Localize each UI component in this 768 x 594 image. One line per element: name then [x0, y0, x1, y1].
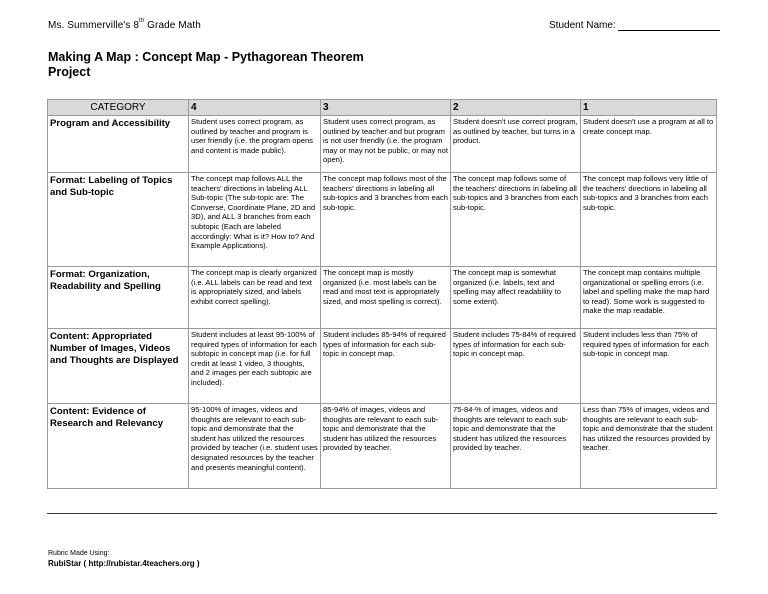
- rubric-cell: Student uses correct program, as outlined by teacher and program is user friendly (i.e. the program opens and content is made public).: [189, 116, 321, 173]
- rubric-cell: Student includes 85-94% of required types of information for each sub-topic in concept map.: [321, 329, 451, 404]
- ordinal-superscript: th: [139, 18, 145, 24]
- table-row: [48, 116, 717, 173]
- rubric-cell: The concept map follows ALL the teachers' directions in labeling ALL Sub-topic (The sub-topic are: The Converse, Coordinate Plane, 2D and 3D), and ALL 3 branches from each subtopic (Each are labeled accordingly: What is it? How to? And Example Applications).: [189, 173, 321, 267]
- student-name-blank-line: [618, 20, 720, 31]
- rubric-cell: Student doesn't use correct program, as outlined by teacher, but turns in a product.: [451, 116, 581, 173]
- criterion-cell: Format: Labeling of Topics and Sub-topic: [48, 173, 189, 267]
- criterion-cell: Program and Accessibility: [48, 116, 189, 173]
- rubric-cell: Student includes less than 75% of required types of information for each sub-topic in concept map.: [581, 329, 717, 404]
- score-header-4: 4: [189, 100, 321, 116]
- teacher-prefix: Ms. Summerville's 8: [48, 20, 140, 31]
- score-header-2: 2: [451, 100, 581, 116]
- page-title: Making A Map : Concept Map - Pythagorean Theorem Project: [48, 50, 364, 79]
- rubric-cell: The concept map follows some of the teachers' directions in labeling all sub-topics and 3 branches from each sub-topic.: [451, 173, 581, 267]
- rubric-table: [47, 99, 717, 489]
- table-row: [48, 404, 717, 489]
- rubric-cell: Student doesn't use a program at all to create concept map.: [581, 116, 717, 173]
- table-row: [48, 267, 717, 329]
- rubric-cell: The concept map is clearly organized (i.e. ALL labels can be read and text is appropriately sized, and labels exhibit correct spelling).: [189, 267, 321, 329]
- table-row: [48, 329, 717, 404]
- category-header: CATEGORY: [48, 100, 189, 116]
- criterion-cell: Content: Appropriated Number of Images, Videos and Thoughts are Displayed: [48, 329, 189, 404]
- rubric-cell: The concept map follows very little of the teachers' directions in labeling all sub-topics and 3 branches from each sub-topic.: [581, 173, 717, 267]
- rubric-cell: Student uses correct program, as outlined by teacher and but program is not user friendly (i.e. the program may or may not be public, or may not open).: [321, 116, 451, 173]
- criterion-cell: Format: Organization, Readability and Spelling: [48, 267, 189, 329]
- rubric-cell: 85-94% of images, videos and thoughts are relevant to each sub-topic and demonstrate that the student has utilized the resources provided by teacher.: [321, 404, 451, 489]
- rubric-cell: Student includes at least 95-100% of required types of information for each subtopic in concept map (i.e. for full credit at least 1 video, 3 thoughts, and 2 images per each subtopic are included).: [189, 329, 321, 404]
- rubric-cell: 95-100% of images, videos and thoughts are relevant to each sub-topic and demonstrate that the student has utilized the resources provided by teacher (i.e. student uses designated resources by the teacher and presents meaningful content).: [189, 404, 321, 489]
- score-header-3: 3: [321, 100, 451, 116]
- score-header-1: 1: [581, 100, 717, 116]
- rubistar-credit-link[interactable]: RubiStar ( http://rubistar.4teachers.org ): [48, 559, 200, 568]
- teacher-course-header: [48, 20, 201, 31]
- rubric-cell: 75-84-% of images, videos and thoughts are relevant to each sub-topic and demonstrate that the student has utilized the resources provided by teacher.: [451, 404, 581, 489]
- student-name-label: Student Name:: [549, 20, 616, 31]
- rubric-cell: Less than 75% of images, videos and thoughts are relevant to each sub-topic and demonstrate that the student has utilized the resources provided by teacher.: [581, 404, 717, 489]
- rubric-cell: The concept map contains multiple organizational or spelling errors (i.e. label and spelling make the map hard to read). Some work is suggested to make the map readable.: [581, 267, 717, 329]
- teacher-suffix: Grade Math: [144, 20, 201, 31]
- rubric-cell: The concept map follows most of the teachers' directions in labeling all sub-topics and 3 branches from each sub-topic.: [321, 173, 451, 267]
- rubric-cell: The concept map is somewhat organized (i.e. labels, text and spelling may affect readability to some extent).: [451, 267, 581, 329]
- rubric-cell: Student includes 75-84% of required types of information for each sub-topic in concept map.: [451, 329, 581, 404]
- criterion-cell: Content: Evidence of Research and Relevancy: [48, 404, 189, 489]
- footer-divider: [47, 513, 717, 514]
- rubric-made-using-label: Rubric Made Using:: [48, 550, 110, 557]
- table-row: [48, 173, 717, 267]
- rubric-header-row: [48, 100, 717, 116]
- rubric-cell: The concept map is mostly organized (i.e. most labels can be read and most text is appropriately sized, and most spelling is correct).: [321, 267, 451, 329]
- student-name-field: [549, 20, 720, 31]
